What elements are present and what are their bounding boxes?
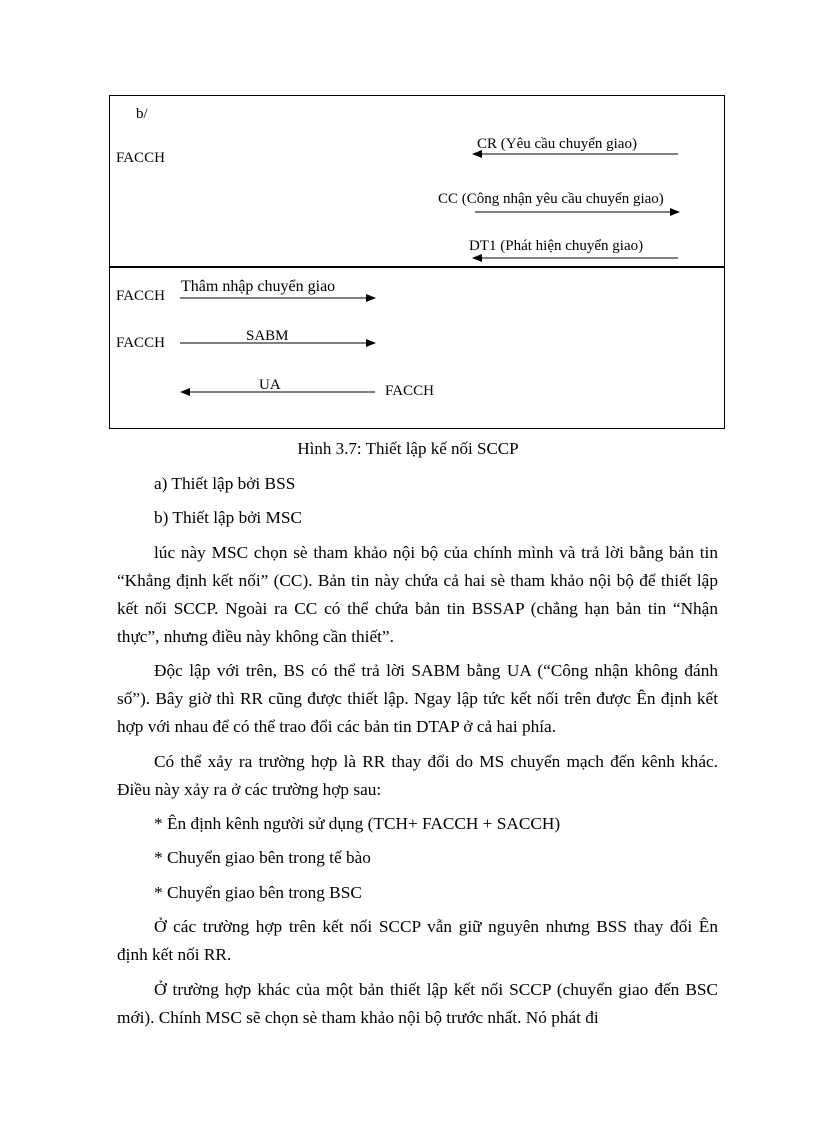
paragraph-rr-change: Có thể xảy ra trường hợp là RR thay đổi do MS chuyển mạch đến kênh khác. Điều này xảy ra ở các trường hợp sau: [117, 751, 718, 799]
line-setup-by-bss: a) Thiết lập bởi BSS [154, 474, 296, 493]
facch-label-handover: FACCH [116, 288, 165, 304]
paragraph-new-bsc: Ở trường hợp khác của một bản thiết lập kết nối SCCP (chuyển giao đến BSC mới). Chính MSC sẽ chọn sè tham khảo nội bộ trước nhất. Nó phát đi [117, 979, 718, 1027]
paragraph-sccp-unchanged: Ở các trường hợp trên kết nối SCCP vẫn giữ nguyên nhưng BSS thay đổi Ên định kết nối RR. [117, 917, 718, 965]
figure-caption: Hình 3.7: Thiết lập kế nối SCCP [297, 439, 519, 458]
body-text [117, 470, 718, 1032]
paragraph-sabm-ua: Độc lập với trên, BS có thể trả lời SABM bằng UA (“Công nhận không đánh số”). Bây giờ thì RR cũng được thiết lập. Ngay lập tức kết nối trên được Ên định kết hợp với nhau để có thể trao đổi các bản tin DTAP ở cả hai phía. [117, 661, 718, 737]
facch-label-top: FACCH [116, 150, 165, 166]
message-dt1-label: DT1 (Phát hiện chuyển giao) [469, 238, 644, 254]
message-cr-label: CR (Yêu cầu chuyển giao) [477, 136, 637, 152]
bullet-item: * Chuyển giao bên trong tế bào [154, 848, 371, 868]
message-cc-label: CC (Công nhận yêu cầu chuyển giao) [438, 191, 664, 207]
line-setup-by-msc: b) Thiết lập bởi MSC [154, 508, 303, 528]
bullet-item: * Chuyển giao bên trong BSC [154, 882, 362, 902]
paragraph-msc-reference: lúc này MSC chọn sè tham khảo nội bộ của chính mình và trả lời bằng bản tin “Khẳng định kết nối” (CC). Bản tin này chứa cả hai sè tham khảo nội bộ để thiết lập kết nối SCCP. Ngoài ra CC có thể chứa bản tin BSSAP (chẳng hạn bản tin “Nhận thực”, nhưng điều này không cần thiết”. [117, 542, 718, 646]
signaling-figure [109, 95, 725, 429]
message-handover-access-label: Thâm nhập chuyển giao [181, 278, 336, 295]
message-ua-label: UA [259, 377, 281, 393]
message-sabm-label: SABM [246, 328, 289, 344]
facch-label-ua: FACCH [385, 383, 434, 399]
facch-label-sabm: FACCH [116, 335, 165, 351]
message-arrows [110, 96, 726, 430]
bullet-item: * Ên định kênh người sử dụng (TCH+ FACCH + SACCH) [154, 813, 561, 833]
figure-part-label: b/ [136, 106, 148, 122]
